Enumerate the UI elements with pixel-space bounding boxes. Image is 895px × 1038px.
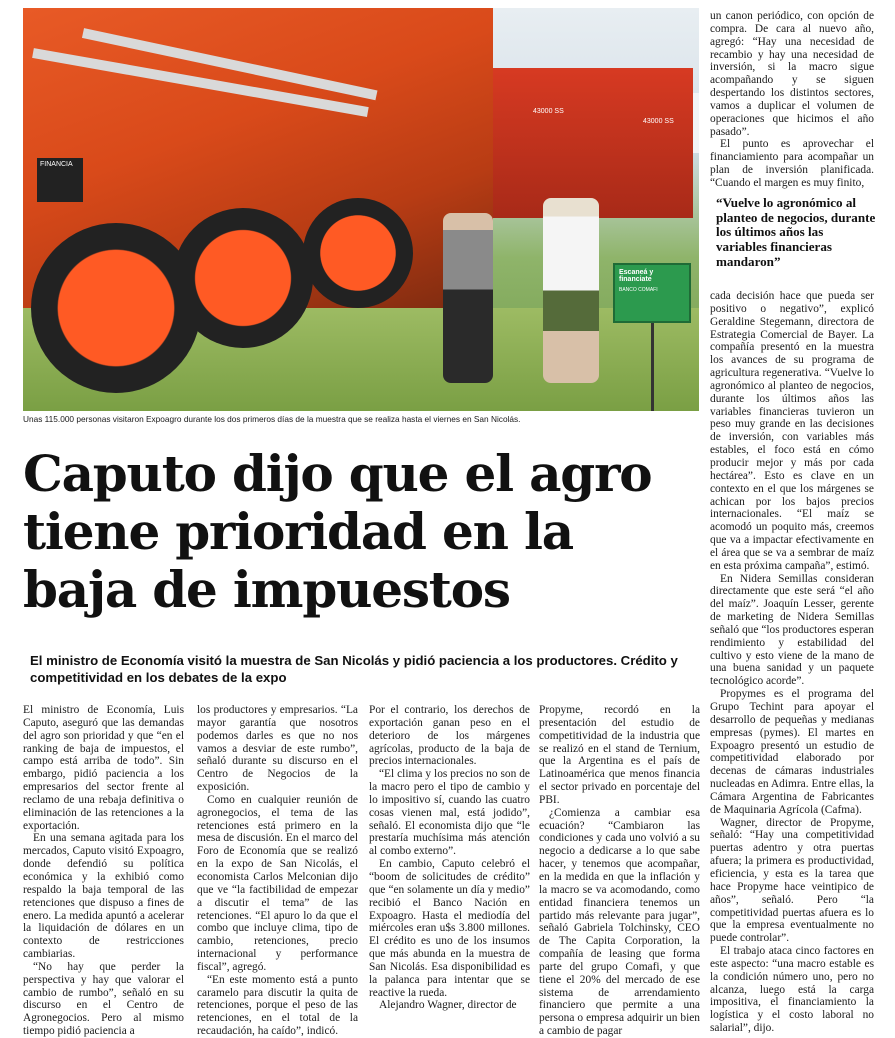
article-headline: Caputo dijo que el agro tiene prioridad en la baja de impuestos bbox=[23, 444, 652, 619]
photo-wheel-mid bbox=[173, 208, 313, 348]
article-column-1 bbox=[23, 704, 184, 1038]
harvester-label: 43000 SS bbox=[533, 108, 564, 115]
paragraph: Wagner, director de Propyme, señaló: “Hay una competitividad puertas adentro y otra puertas afuera; la primera es productividad, eficiencia, y esta es la tarea que hace Propyme hace veintipico de años”, señaló. Pero “la competitividad puertas afuera es lo que la empresa eventualmente no puede controlar”. bbox=[710, 816, 874, 945]
paragraph: Como en cualquier reunión de agronegocios, el tema de las retenciones está primero en la mesa de discusión. En el marco del Foro de Economía que se realizó en la expo de San Nicolás, el economista Carlos Melconian dijo que ve “la factibilidad de empezar a discutir el tema” de las retenciones. “El apuro lo da que el combo que incluye clima, tipo de cambio, retenciones, precio internacional y performance fiscal”, agregó. bbox=[197, 793, 358, 973]
paragraph: Por el contrario, los derechos de exportación ganan peso en el deterioro de los márgenes agrícolas, producto de la baja de precios internacionales. bbox=[369, 704, 530, 768]
harvester-label-2: 43000 SS bbox=[643, 118, 674, 125]
photo-wheel-back bbox=[303, 198, 413, 308]
paragraph: En Nidera Semillas consideran directamente que este será “el año del maíz”. Joaquín Lesser, gerente de marketing de Nidera Semillas señaló que “los productores esperan rendimiento y estabilidad del cultivo y esto viene de la mano de una buena sanidad y un paquete tecnológico acorde”. bbox=[710, 572, 874, 688]
sign-text: Escaneá y financiate bbox=[619, 269, 654, 283]
sprayer-label-text: FINANCIA bbox=[40, 161, 73, 168]
article-column-3 bbox=[369, 704, 530, 1012]
photo-sign-post bbox=[651, 323, 654, 411]
photo-sign bbox=[613, 263, 691, 323]
paragraph: “No hay que perder la perspectiva y hay que valorar el cambio de rumbo”, señaló en su discurso en el Centro de Agronegocios. Pero al mismo tiempo pidió paciencia a bbox=[23, 960, 184, 1038]
paragraph: El ministro de Economía, Luis Caputo, aseguró que las demandas del agro son prioridad y que “en el ranking de baja de impuestos, el campo está arriba de todo”. Sin embargo, pidió paciencia a los empresarios del sector frente al reclamo de una rebaja definitiva o eliminación de las retenciones a la exportación. bbox=[23, 704, 184, 832]
article-column-2 bbox=[197, 704, 358, 1038]
paragraph: Propymes es el programa del Grupo Techint para apoyar el desarrollo de pequeñas y medianas empresas (pymes). El martes en Expoagro presentó un estudio de competitividad elaborado por decenas de cámaras industriales nucleadas en Adimra. Entre ellas, la Cámara Argentina de Fabricantes de Maquinaria Agrícola (Cafma). bbox=[710, 688, 874, 816]
paragraph: En cambio, Caputo celebró el “boom de solicitudes de crédito” que “en solamente un día y medio” recibió el Banco Nación en Expoagro. Hasta el mediodía del miércoles eran u$s 3.800 millones. El crédito es uno de los insumos que más abunda en la muestra de San Nicolás. Esa disponibilidad es la palanca para intentar que se reactive la rueda. bbox=[369, 858, 530, 999]
article-column-4 bbox=[539, 704, 700, 1038]
paragraph: En una semana agitada para los mercados, Caputo visitó Expoagro, donde defendió su política económica y la exhibió como respaldo la baja temporal de las retenciones que dispuso a fines de enero. La medida apuntó a acelerar la liquidación de dólares en un contexto de restricciones cambiarias. bbox=[23, 832, 184, 961]
sign-brand: BANCO COMAFI bbox=[619, 287, 658, 293]
article-photo bbox=[23, 8, 699, 411]
photo-caption: Unas 115.000 personas visitaron Expoagro durante los dos primeros días de la muestra que se realiza hasta el viernes en San Nicolás. bbox=[23, 414, 521, 424]
paragraph: “En este momento está a punto caramelo para discutir la quita de retenciones, porque el peso de las retenciones, en el total de la recaudación, ha caído”, indicó. bbox=[197, 973, 358, 1038]
photo-person-1 bbox=[443, 213, 493, 383]
photo-person-2 bbox=[543, 198, 599, 383]
sprayer-label bbox=[37, 158, 83, 202]
paragraph: Alejandro Wagner, director de bbox=[379, 999, 517, 1012]
paragraph: Propyme, recordó en la presentación del estudio de competitividad de la industria que se realizó en el stand de Ternium, que la Argentina es el país de Latinoamérica que menos financia el sector privado en porcentaje del PBI. bbox=[539, 704, 700, 806]
paragraph: los productores y empresarios. “La mayor garantía que nosotros podemos darles es que no nos vamos a desviar de este rumbo”, señaló durante su discurso en el Centro de Negocios de la exposición. bbox=[197, 704, 358, 794]
paragraph: cada decisión hace que pueda ser positivo o negativo”, explicó Geraldine Stegemann, directora de Estrategia Comercial de Bayer. La compañía presentó en la muestra los avances de su programa de agricultura regenerativa. “Vuelve lo agronómico al planteo de negocios, durante los últimos años las variables financieras tuvieron un peso muy grande en las decisiones de inversión, con variables más estables, el foco está en cómo producir mejor y más por cada hectárea”. Esto es clave en un contexto en el que los márgenes se achican por los bajos precios internacionales. “El maíz se acomodó un poquito más, creemos que va a impactar efectivamente en el área que se va a sembrar de maíz en esta próxima campaña”, estimó. bbox=[710, 290, 874, 572]
paragraph: ¿Comienza a cambiar esa ecuación? “Cambiaron las condiciones y cada uno volvió a su negocio a dedicarse a lo que sabe hacer, y tenemos que acompañar, en la medida en que la inflación y la macro se va acomodando, como entidad financiera tenemos un partido más relevante para jugar”, señaló Gabriela Tolchinsky, CEO de The Capita Corporation, la compañía de leasing que forma parte del grupo Comafi, y que tiene el 20% del mercado de ese sistema de arrendamiento financiero que permite a una persona o empresa adquirir un bien a cambio de pagar bbox=[539, 806, 700, 1038]
paragraph: un canon periódico, con opción de compra. De cara al nuevo año, agregó: “Hay una necesidad de recambio y hay una necesidad de inversión, si la macro sigue acompañando y se siguen despertando los distintos sectores, vamos a duplicar el volumen de operaciones que hicimos el año pasado”. bbox=[710, 10, 874, 138]
photo-harvester bbox=[493, 68, 693, 218]
photo-wheel-front bbox=[31, 223, 201, 393]
article-deck: El ministro de Economía visitó la muestra de San Nicolás y pidió paciencia a los productores. Crédito y competitividad en los debates de la expo bbox=[30, 653, 678, 685]
paragraph: El trabajo ataca cinco factores en este aspecto: “una macro estable es la condición número uno, pero no alcanza, luego está la carga impositiva, el financiamiento la logística y el costo laboral no salarial”, dijo. bbox=[710, 945, 874, 1035]
pull-quote: “Vuelve lo agronómico al planteo de negocios, durante los últimos años las variables financieras mandaron” bbox=[716, 195, 876, 269]
paragraph: El punto es aprovechar el financiamiento para acompañar un plan de inversión planificada. “Cuando el margen es muy finito, bbox=[710, 138, 874, 189]
article-column-5-bottom bbox=[710, 290, 874, 1035]
paragraph: “El clima y los precios no son de la macro pero el tipo de cambio y lo impositivo sí, cuando las cuatro cosas vienen mal, está jodido”, señaló. El economista dijo que “le prestaría muchísima más atención al combo externo”. bbox=[369, 768, 530, 858]
article-column-5-top bbox=[710, 10, 874, 190]
